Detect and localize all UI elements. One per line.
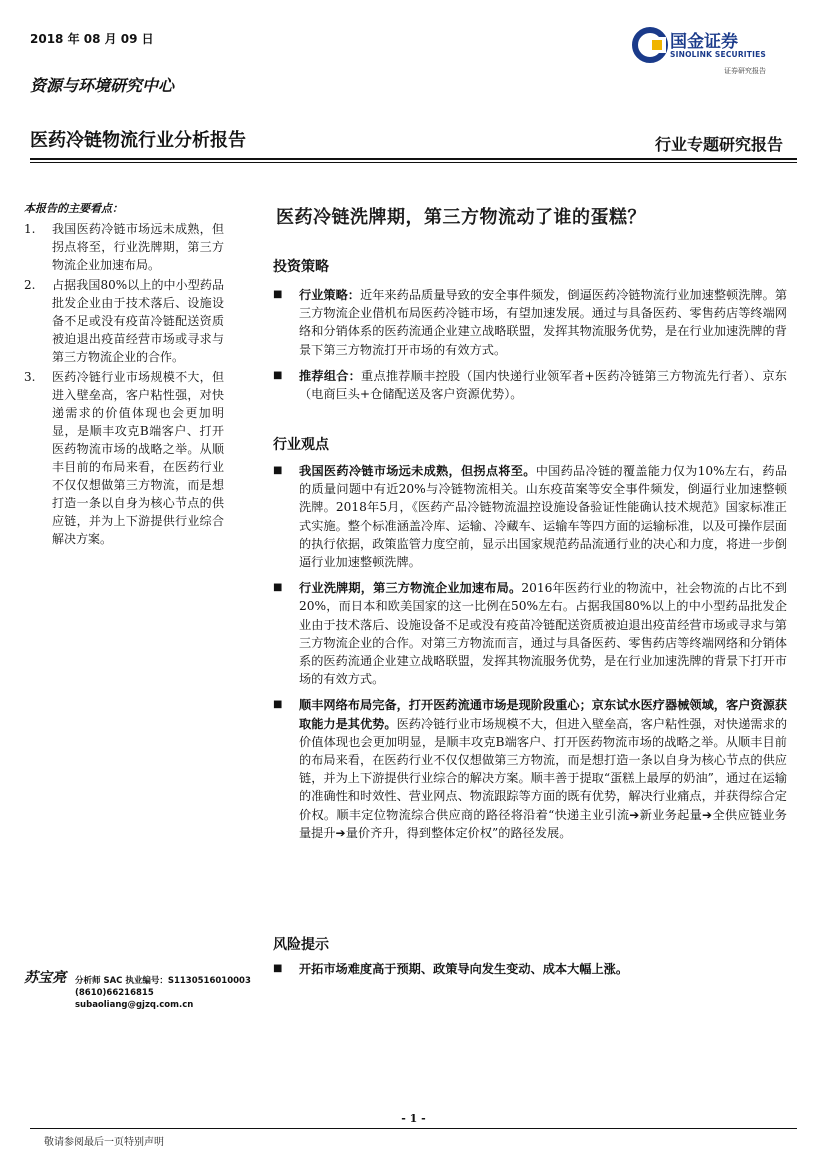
bullet-item [273, 579, 787, 688]
logo-text-en: SINOLINK SECURITIES [670, 50, 767, 59]
bullet-lead: 我国医药冷链市场远未成熟，但拐点将至。 [299, 464, 536, 478]
sidebar-highlights [24, 200, 224, 550]
list-item-number: 3. [24, 370, 36, 384]
bullet-item [273, 286, 787, 359]
page-number: - 1 - [401, 1112, 426, 1125]
main-title: 医药冷链洗牌期，第三方物流动了谁的蛋糕？ [276, 207, 646, 228]
sidebar-heading: 本报告的主要看点： [24, 202, 123, 215]
section-heading: 行业观点 [273, 437, 329, 453]
bullet-item [273, 462, 787, 571]
report-date: 2018 年 08 月 09 日 [30, 32, 154, 46]
section-strategy [273, 256, 787, 403]
analyst-email[interactable]: subaoliang@gjzq.com.cn [75, 1000, 194, 1010]
bullet-square-icon: ■ [273, 699, 283, 711]
header-rule-thin [30, 162, 797, 163]
research-center: 资源与环境研究中心 [30, 76, 175, 95]
bullet-text: 医药冷链行业市场规模不大，但进入壁垒高，客户粘性强，对快递需求的价值体现也会更加明显，是顺丰攻克B端客户、打开医药物流市场的战略之举。从顺丰目前的布局来看，在医药行业不仅仅想做第三方物流，而是想打造一条以自身为核心节点的供应链，并为上下游提供行业综合的解决方案。顺丰善于提取“蛋糕上最厚的奶油”，通过在运输的准确性和时效性、营业网点、物流跟踪等方面的既有优势，解决行业痛点，并获得综合定价权。顺丰定位物流综合供应商的路径将沿着“快递主业引流➔新业务起量➔全供应链业务量提升➔量价齐升，得到整体定价权”的路径发展。 [299, 716, 788, 840]
header-rule [30, 158, 797, 160]
footer-rule [30, 1128, 797, 1129]
report-type: 行业专题研究报告 [654, 135, 783, 154]
analyst-phone: (8610)66216815 [75, 988, 154, 998]
section-heading: 投资策略 [273, 259, 329, 275]
logo-text-cn: 国金证券 [670, 32, 738, 52]
logo-subtitle: 证券研究报告 [724, 67, 766, 75]
bullet-square-icon: ■ [273, 369, 283, 381]
list-item [24, 220, 224, 274]
bullet-square-icon: ■ [273, 465, 283, 476]
bullet-lead: 行业策略： [299, 288, 361, 302]
sinolink-logo-icon [632, 27, 668, 63]
list-item-text: 我国医药冷链市场远未成熟，但拐点将至，行业洗牌期，第三方物流企业加速布局。 [52, 222, 224, 272]
bullet-square-icon: ■ [273, 582, 283, 594]
list-item-text: 医药冷链行业市场规模不大，但进入壁垒高，客户粘性强，对快递需求的价值体现也会更加明显，是顺丰攻克B端客户、打开医药物流市场的战略之举。从顺丰目前的布局来看，在医药行业不仅仅想做第三方物流，而是想打造一条以自身为核心节点的供应链，并为上下游提供行业综合解决方案。 [52, 370, 224, 546]
bullet-text: 近年来药品质量导致的安全事件频发，倒逼医药冷链物流行业加速整顿洗牌。第三方物流企业借机布局医药冷链市场，有望加速发展。通过与具备医药、零售药店等终端网络和分销体系的医药流通企业建立战略联盟，发挥其物流服务优势，是在行业加速洗牌的背景下第三方物流打开市场的有效方式。 [299, 288, 788, 357]
list-item [24, 276, 224, 366]
bullet-lead: 推荐组合： [299, 368, 362, 383]
bullet-item [273, 367, 787, 403]
bullet-lead: 开拓市场难度高于预期、政策导向发生变动、成本大幅上涨。 [299, 962, 629, 976]
report-title: 医药冷链物流行业分析报告 [30, 130, 246, 151]
analyst-info [75, 975, 251, 1011]
bullet-text: 重点推荐顺丰控股（国内快递行业领军者+医药冷链第三方物流先行者）、京东（电商巨头+仓储配送及客户资源优势）。 [299, 368, 787, 402]
bullet-lead: 顺丰网络布局完备，打开医药流通市场是现阶段重心；京东试水医疗器械领域，客户资源获取能力是其优势。 [299, 698, 787, 731]
section-risk [273, 934, 787, 978]
analyst-sac: 分析师 SAC 执业编号：S1130516010003 [75, 976, 251, 986]
bullet-square-icon: ■ [273, 289, 283, 300]
section-heading: 风险提示 [273, 937, 329, 953]
analyst-name: 苏宝亮 [24, 970, 66, 986]
bullet-text: 2016年医药行业的物流中，社会物流的占比不到20%，而日本和欧美国家的这一比例在50%左右。占据我国80%以上的中小型药品批发企业由于技术落后、设施设备不足或没有疫苗冷链配送资质被迫退出疫苗经营市场或寻求与第三方物流企业的合作。对第三方物流而言，通过与具备医药、零售药店等终端网络和分销体系的医药流通企业建立战略联盟，发挥其物流服务优势，是在行业加速洗牌的背景下打开市场的有效方式。 [299, 581, 787, 687]
bullet-square-icon: ■ [273, 963, 283, 974]
list-item-number: 1. [24, 222, 36, 236]
bullet-item [273, 960, 787, 978]
bullet-lead: 行业洗牌期，第三方物流企业加速布局。 [299, 581, 522, 596]
bullet-item [273, 696, 787, 842]
list-item-text: 占据我国80%以上的中小型药品批发企业由于技术落后、设施设备不足或没有疫苗冷链配送资质被迫退出疫苗经营市场或寻求与第三方物流企业的合作。 [52, 278, 224, 364]
section-views [273, 434, 787, 842]
list-item-number: 2. [24, 278, 36, 292]
bullet-text: 中国药品冷链的覆盖能力仅为10%左右，药品的质量问题中有近20%与冷链物流相关。山东疫苗案等安全事件频发，倒逼行业加速整顿洗牌。2018年5月，《医药产品冷链物流温控设施设备验证性能确认技术规范》国家标准正式实施。整个标准涵盖冷库、运输、冷藏车、运输车等四方面的运输标准，以及可操作层面的执行依据，政策监管力度空前，显示出国家规范药品流通行业的决心和力度，将进一步倒逼行业加速整顿洗牌。 [299, 464, 788, 570]
list-item [24, 368, 224, 548]
footer-disclaimer-note[interactable]: 敬请参阅最后一页特别声明 [44, 1137, 164, 1148]
